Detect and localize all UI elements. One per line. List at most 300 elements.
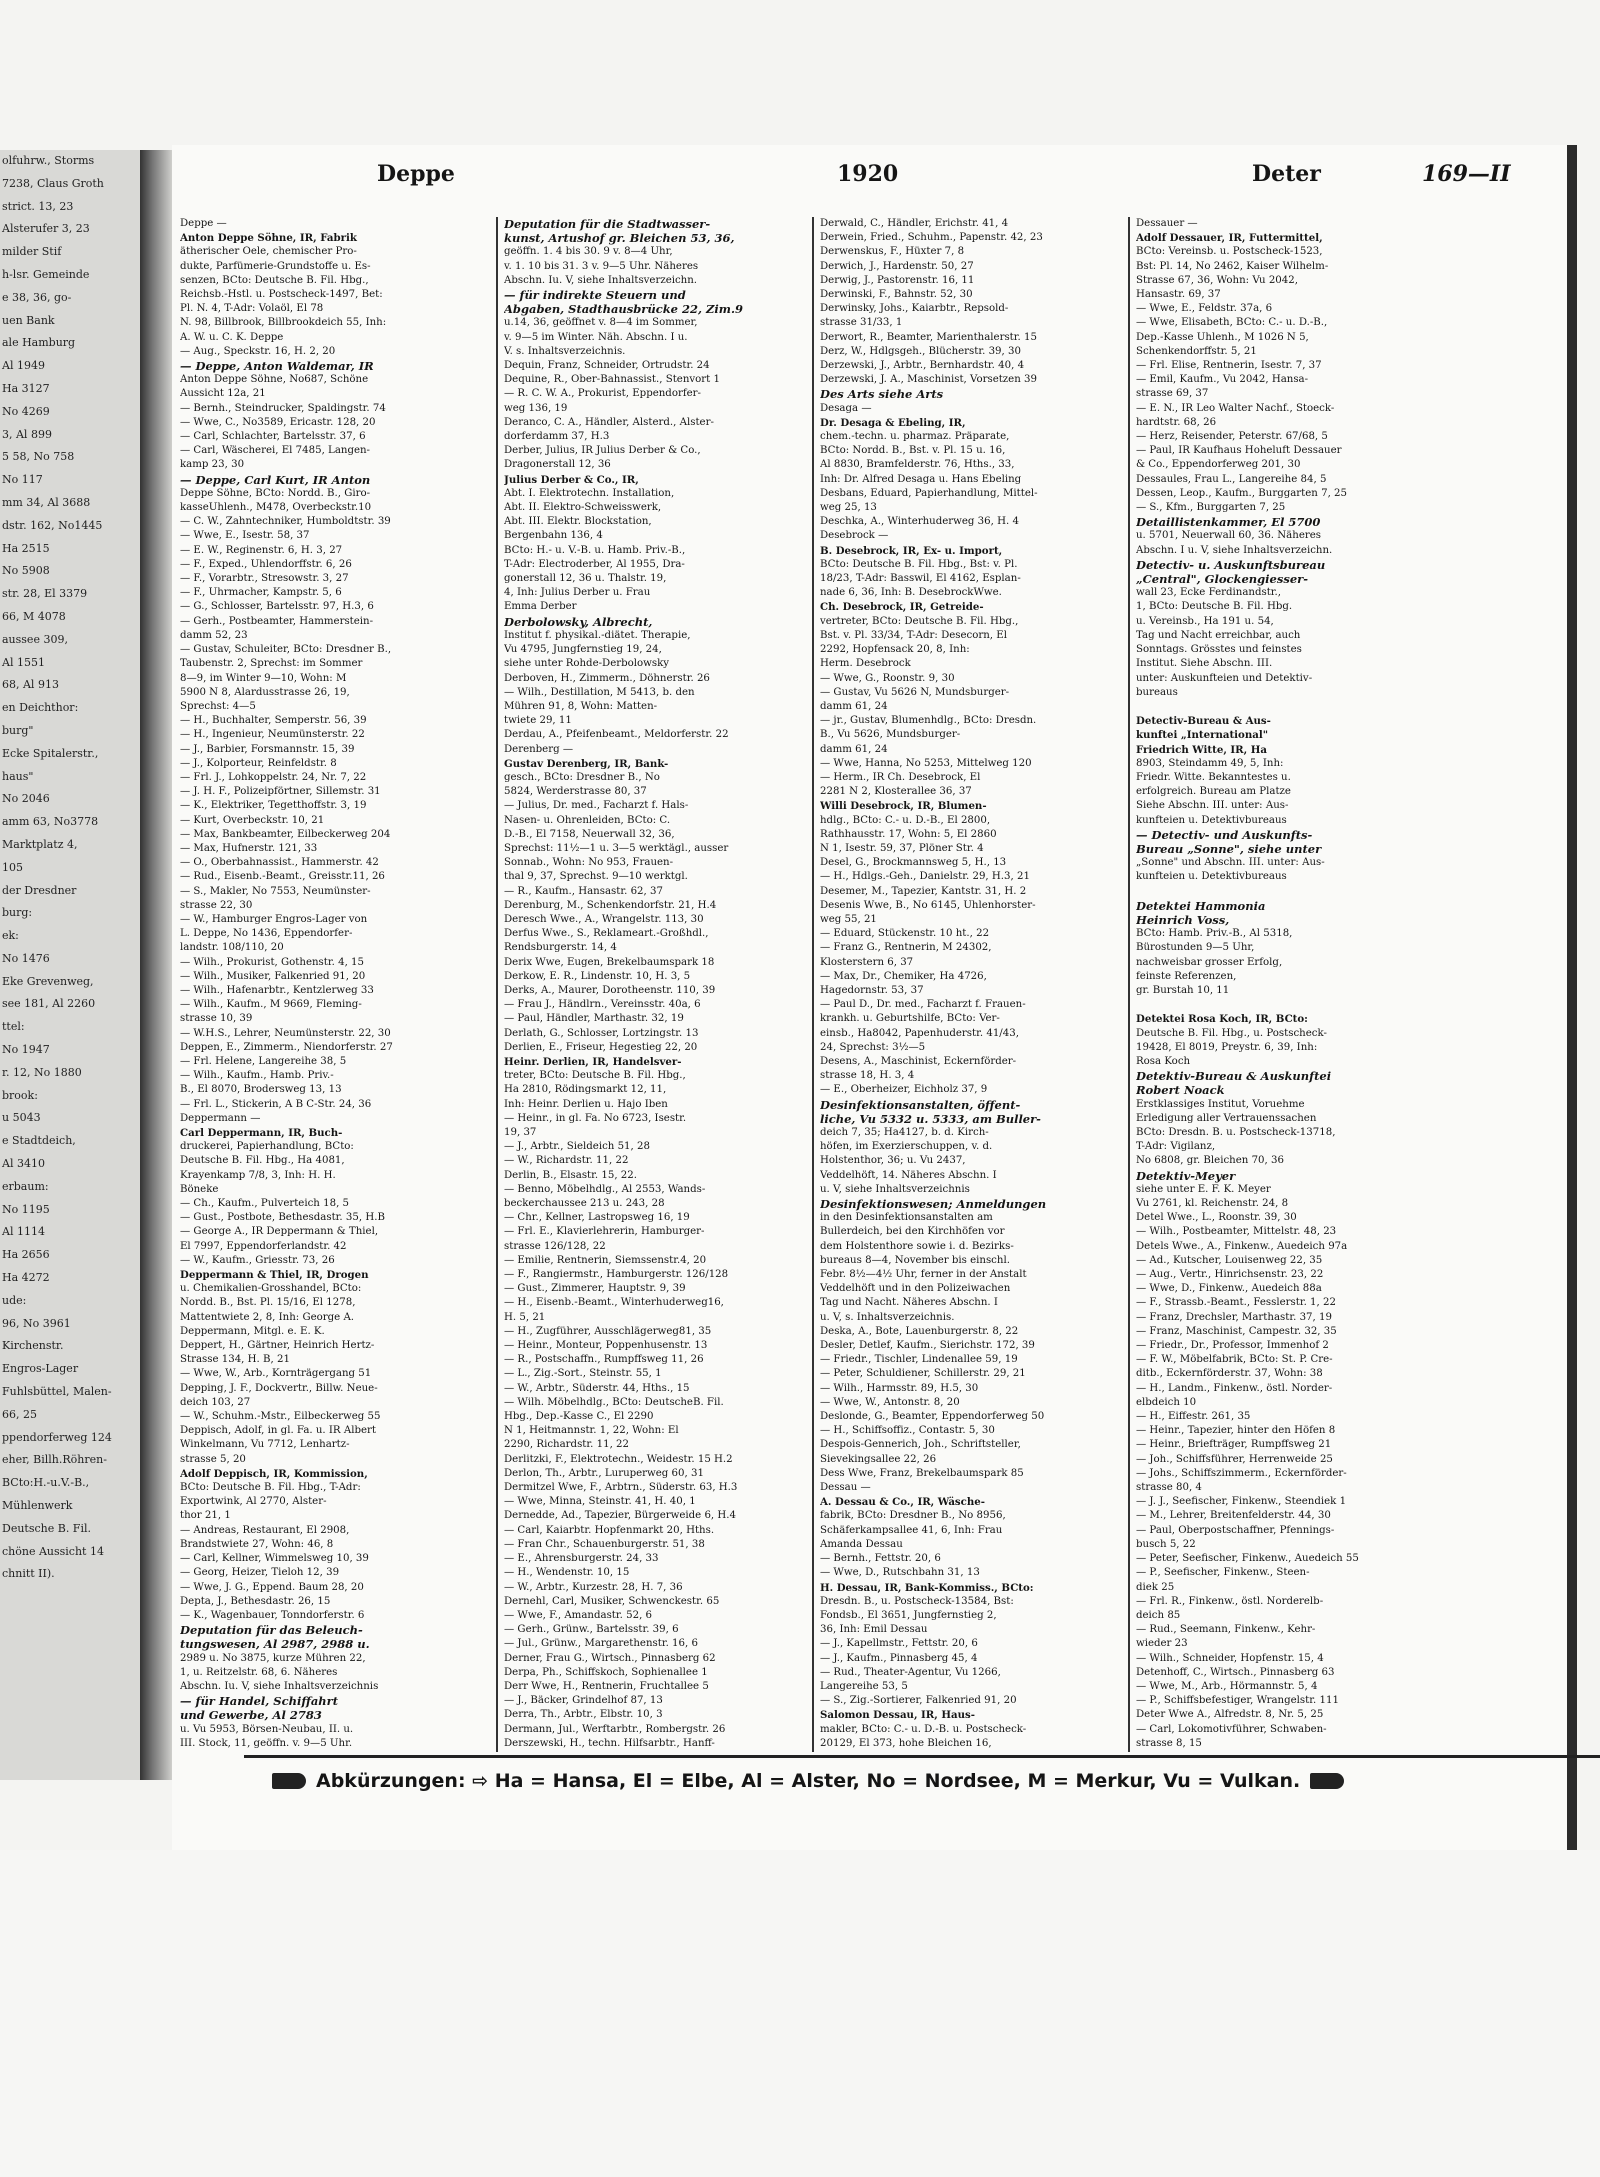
directory-entry-line: — Wilh., Destillation, M 5413, b. den — [504, 686, 695, 698]
directory-entry-line: — W., Kaufm., Griesstr. 73, 26 — [180, 1254, 335, 1266]
directory-entry-line: — P., Seefischer, Finkenw., Steen- — [1136, 1567, 1310, 1579]
directory-entry-line: Sonntags. Grösstes und feinstes — [1136, 644, 1302, 656]
directory-entry-line: strasse 126/128, 22 — [504, 1240, 606, 1252]
directory-entry-line: B. Desebrock, IR, Ex- u. Import, — [820, 544, 1003, 557]
directory-entry-line: liche, Vu 5332 u. 5333, am Buller- — [820, 1111, 1041, 1126]
directory-entry-line: — Wwe, E., Isestr. 58, 37 — [180, 530, 310, 542]
directory-entry-line: Derwein, Fried., Schuhm., Papenstr. 42, 23 — [820, 232, 1043, 244]
directory-entry-line: krankh. u. Geburtshilfe, BCto: Ver- — [820, 1013, 1000, 1025]
directory-entry-line: — Wwe, D., Finkenw., Auedeich 88a — [1136, 1283, 1322, 1295]
directory-entry-line: Deppisch, Adolf, in gl. Fa. u. IR Albert — [180, 1425, 376, 1437]
left-page-line: ttel: — [2, 1020, 25, 1034]
left-page-line: see 181, Al 2260 — [2, 997, 96, 1011]
directory-entry-line: Nordd. B., Bst. Pl. 15/16, El 1278, — [180, 1297, 356, 1309]
directory-entry-line: D.-B., El 7158, Neuerwall 32, 36, — [504, 828, 675, 840]
column-divider — [1128, 217, 1130, 1752]
pointing-hand-icon — [272, 1773, 306, 1789]
left-page-line: der Dresdner — [2, 883, 77, 897]
directory-entry-line: Tag und Nacht erreichbar, auch — [1136, 629, 1301, 641]
directory-entry-line: — Max, Hufnerstr. 121, 33 — [180, 842, 318, 854]
directory-entry-line: Hbg., Dep.-Kasse C., El 2290 — [504, 1411, 654, 1423]
directory-entry-line: — Frl. R., Finkenw., östl. Norderelb- — [1136, 1595, 1324, 1607]
directory-entry-line: — R. C. W. A., Prokurist, Eppendorfer- — [504, 388, 701, 400]
directory-entry-line: — W., Schuhm.-Mstr., Eilbeckerweg 55 — [180, 1411, 381, 1423]
left-page-line: No 117 — [2, 473, 43, 487]
left-page-line: Kirchenstr. — [2, 1339, 64, 1353]
directory-entry-line: Deppe — — [180, 218, 227, 229]
directory-entry-line: Reichsb.-Hstl. u. Postscheck-1497, Bet: — [180, 289, 383, 301]
directory-entry-line: Winkelmann, Vu 7712, Lenhartz- — [180, 1439, 350, 1451]
directory-entry-line: nade 6, 36, Inh: B. DesebrockWwe. — [820, 587, 1002, 599]
directory-entry-line: Mattentwiete 2, 8, Inh: George A. — [180, 1311, 355, 1323]
directory-entry-line: Dessen, Leop., Kaufm., Burggarten 7, 25 — [1136, 487, 1348, 499]
directory-entry-line: Derber, Julius, IR Julius Derber & Co., — [504, 445, 701, 457]
directory-entry-line: 8—9, im Winter 9—10, Wohn: M — [180, 672, 347, 684]
directory-entry-line: einsb., Ha8042, Papenhuderstr. 41/43, — [820, 1027, 1019, 1039]
directory-entry-line: ätherischer Oele, chemischer Pro- — [180, 246, 357, 258]
directory-entry-line: Derszewski, H., techn. Hilfsarbtr., Hanff- — [504, 1737, 715, 1749]
directory-entry-line: — Frau J., Händlrn., Vereinsstr. 40a, 6 — [504, 999, 701, 1011]
directory-entry-line: — J., Bäcker, Grindelhof 87, 13 — [504, 1695, 663, 1707]
directory-entry-line: — H., Wendenstr. 10, 15 — [504, 1567, 630, 1579]
directory-entry-line: Dequine, R., Ober-Bahnassist., Stenvort 1 — [504, 374, 720, 386]
directory-entry-line: hdlg., BCto: C.- u. D.-B., El 2800, — [820, 814, 991, 826]
directory-entry-line: BCto: Deutsche B. Fil. Hbg., Bst: v. Pl. — [820, 558, 1018, 570]
directory-entry-line: und Gewerbe, Al 2783 — [180, 1708, 322, 1723]
directory-entry-line: & Co., Eppendorferweg 201, 30 — [1136, 459, 1301, 471]
directory-entry-line: geöffn. 1. 4 bis 30. 9 v. 8—4 Uhr, — [504, 246, 673, 258]
directory-entry-line: N 1, Heitmannstr. 1, 22, Wohn: El — [504, 1425, 679, 1437]
left-page-line: Ha 4272 — [2, 1271, 50, 1285]
directory-entry-line: Derr Wwe, H., Rentnerin, Fruchtallee 5 — [504, 1680, 709, 1692]
directory-entry-line: Abt. I. Elektrotechn. Installation, — [504, 487, 675, 499]
directory-entry-line: Dess Wwe, Franz, Brekelbaumspark 85 — [820, 1467, 1024, 1479]
directory-entry-line: Dequin, Franz, Schneider, Ortrudstr. 24 — [504, 360, 710, 372]
directory-entry-line: H. Dessau, IR, Bank-Kommiss., BCto: — [820, 1581, 1034, 1594]
directory-entry-line: — Wwe, G., Roonstr. 9, 30 — [820, 672, 955, 684]
directory-entry-line: Friedr. Witte. Bekanntestes u. — [1136, 771, 1291, 783]
left-page-line: chöne Aussicht 14 — [2, 1544, 104, 1558]
directory-entry-line: Holstenthor, 36; u. Vu 2437, — [820, 1155, 966, 1167]
directory-entry-line: — Friedr., Dr., Professor, Immenhof 2 — [1136, 1340, 1329, 1352]
directory-entry-line: makler, BCto: C.- u. D.-B. u. Postscheck- — [820, 1723, 1027, 1735]
directory-entry-line: — Paul, Oberpostschaffner, Pfennings- — [1136, 1524, 1335, 1536]
directory-entry-line: unter: Auskunfteien und Detektiv- — [1136, 672, 1313, 684]
directory-entry-line: — Benno, Möbelhdlg., Al 2553, Wands- — [504, 1183, 706, 1195]
directory-entry-line: Detectiv-Bureau & Aus- — [1136, 715, 1271, 728]
directory-entry-line: Desbans, Eduard, Papierhandlung, Mittel- — [820, 487, 1038, 499]
directory-entry-line: Ch. Desebrock, IR, Getreide- — [820, 601, 984, 614]
left-page-line: str. 28, El 3379 — [2, 587, 88, 601]
directory-entry-line: Deppen, E., Zimmerm., Niendorferstr. 27 — [180, 1041, 393, 1053]
left-page-line: Fuhlsbüttel, Malen- — [2, 1385, 112, 1399]
directory-entry-line: busch 5, 22 — [1136, 1538, 1196, 1550]
directory-entry-line — [180, 1751, 490, 1752]
directory-entry-line: Vu 4795, Jungfernstieg 19, 24, — [504, 644, 662, 656]
directory-entry-line — [504, 1751, 806, 1752]
directory-entry-line: „Sonne" und Abschn. III. unter: Aus- — [1136, 857, 1325, 869]
directory-entry-line: BCto: Hamb. Priv.-B., Al 5318, — [1136, 928, 1293, 940]
directory-entry-line: Abgaben, Stadthausbrücke 22, Zim.9 — [504, 302, 743, 317]
directory-entry-line: — E. N., IR Leo Walter Nachf., Stoeck- — [1136, 402, 1335, 414]
directory-entry-line: — Rud., Theater-Agentur, Vu 1266, — [820, 1666, 1001, 1678]
directory-entry-line: Böneke — [180, 1183, 219, 1195]
directory-entry-line: Mühren 91, 8, Wohn: Matten- — [504, 700, 658, 712]
directory-entry-line: — S., Makler, No 7553, Neumünster- — [180, 885, 371, 897]
directory-entry-line: — H., Eisenb.-Beamt., Winterhuderweg16, — [504, 1297, 724, 1309]
directory-entry-line: 1, u. Reitzelstr. 68, 6. Näheres — [180, 1666, 338, 1678]
directory-entry-line: Dep.-Kasse Uhlenh., M 1026 N 5, — [1136, 331, 1309, 343]
directory-entry-line: Derzewski, J. A., Maschinist, Vorsetzen 39 — [820, 374, 1037, 386]
directory-entry-line: Abt. III. Elektr. Blockstation, — [504, 516, 652, 528]
left-page-line: 96, No 3961 — [2, 1316, 71, 1330]
directory-entry-line: Deppe Söhne, BCto: Nordd. B., Giro- — [180, 487, 371, 499]
directory-entry-line: u. Vereinsb., Ha 191 u. 54, — [1136, 615, 1274, 627]
left-page-line: 66, 25 — [2, 1407, 37, 1421]
directory-entry-line: Detektei Rosa Koch, IR, BCto: — [1136, 1013, 1308, 1026]
directory-entry-line: Derenburg, M., Schenkendorfstr. 21, H.4 — [504, 899, 717, 911]
directory-entry-line: — Carl, Schlachter, Bartelsstr. 37, 6 — [180, 431, 366, 443]
directory-entry-line: Langereihe 53, 5 — [820, 1680, 908, 1692]
directory-entry-line: Bst. v. Pl. 33/34, T-Adr: Desecorn, El — [820, 629, 1007, 641]
directory-entry-line: Ha 2810, Rödingsmarkt 12, 11, — [504, 1084, 667, 1096]
directory-entry-line: Tag und Nacht. Näheres Abschn. I — [820, 1297, 998, 1309]
directory-entry-line: — C. W., Zahntechniker, Humboldtstr. 39 — [180, 516, 391, 528]
left-page-line: Al 3410 — [2, 1157, 45, 1171]
directory-entry-line: H. 5, 21 — [504, 1311, 546, 1323]
directory-entry-line: — F., Strassb.-Beamt., Fesslerstr. 1, 22 — [1136, 1297, 1336, 1309]
directory-entry-line: beckerchaussee 213 u. 243, 28 — [504, 1198, 665, 1210]
directory-entry-line: — E., Ahrensburgerstr. 24, 33 — [504, 1553, 659, 1565]
column-4 — [1136, 217, 1446, 1752]
directory-entry-line: Inh: Heinr. Derlien u. Hajo Iben — [504, 1098, 668, 1110]
left-page-line: 105 — [2, 860, 23, 874]
directory-entry-line: gesch., BCto: Dresdner B., No — [504, 771, 660, 783]
directory-entry-line: u. 5701, Neuerwall 60, 36. Näheres — [1136, 530, 1321, 542]
directory-entry-line: — Carl, Lokomotivführer, Schwaben- — [1136, 1723, 1327, 1735]
directory-entry-line: kamp 23, 30 — [180, 459, 245, 471]
left-page-line: 3, Al 899 — [2, 427, 52, 441]
directory-entry-line: Detel Wwe., L., Roonstr. 39, 30 — [1136, 1212, 1297, 1224]
directory-entry-line: Institut f. physikal.-diätet. Therapie, — [504, 629, 691, 641]
directory-entry-line: 5900 N 8, Alardusstrasse 26, 19, — [180, 686, 350, 698]
directory-entry-line: — jr., Gustav, Blumenhdlg., BCto: Dresdn. — [820, 715, 1037, 727]
directory-entry-line: Dresdn. B., u. Postscheck-13584, Bst: — [820, 1595, 1014, 1607]
left-page-line: dstr. 162, No1445 — [2, 518, 103, 532]
left-page-line: ppendorferweg 124 — [2, 1430, 112, 1444]
directory-entry-line: strasse 5, 20 — [180, 1453, 246, 1465]
directory-entry-line: BCto: Deutsche B. Fil. Hbg., T-Adr: — [180, 1482, 361, 1494]
left-page-fragment — [0, 150, 144, 1780]
directory-entry-line: weg 25, 13 — [820, 502, 877, 514]
directory-entry-line: Desemer, M., Tapezier, Kantstr. 31, H. 2 — [820, 885, 1027, 897]
directory-entry-line: — Gust., Postbote, Bethesdastr. 35, H.B — [180, 1212, 385, 1224]
directory-entry-line: Detektiv-Bureau & Auskunftei — [1136, 1069, 1332, 1084]
directory-entry-line: u. Chemikalien-Grosshandel, BCto: — [180, 1283, 362, 1295]
directory-entry-line: Inh: Dr. Alfred Desaga u. Hans Ebeling — [820, 473, 1022, 485]
left-page-line: brook: — [2, 1088, 38, 1102]
directory-entry-line: — Gerh., Grünw., Bartelsstr. 39, 6 — [504, 1624, 679, 1636]
directory-entry-line: — Wilh., Musiker, Falkenried 91, 20 — [180, 970, 366, 982]
directory-entry-line: Hagedornstr. 53, 37 — [820, 984, 924, 996]
left-page-line: Al 1551 — [2, 655, 45, 669]
directory-entry-line: Deschka, A., Winterhuderweg 36, H. 4 — [820, 516, 1019, 528]
directory-entry-line: Depping, J. F., Dockvertr., Billw. Neue- — [180, 1382, 378, 1394]
directory-entry-line: — Gerh., Postbeamter, Hammerstein- — [180, 615, 374, 627]
directory-entry-line: Dermann, Jul., Werftarbtr., Rombergstr. 26 — [504, 1723, 726, 1735]
directory-entry-line: — Frl. Helene, Langereihe 38, 5 — [180, 1055, 347, 1067]
directory-entry-line: Derbolowsky, Albrecht, — [504, 614, 653, 629]
directory-entry-line: — F., Rangiermstr., Hamburgerstr. 126/128 — [504, 1269, 729, 1281]
directory-entry-line: Al 8830, Bramfelderstr. 76, Hths., 33, — [820, 459, 1015, 471]
directory-entry-line: — Wwe, F., Amandastr. 52, 6 — [504, 1609, 653, 1621]
directory-entry-line: deich 103, 27 — [180, 1396, 251, 1408]
left-page-line: erbaum: — [2, 1179, 49, 1193]
directory-entry-line: kunst, Artushof gr. Bleichen 53, 36, — [504, 231, 735, 246]
directory-entry-line: — Rud., Eisenb.-Beamt., Greisstr.11, 26 — [180, 871, 385, 883]
left-page-line: Deutsche B. Fil. — [2, 1521, 91, 1535]
directory-entry-line: elbdeich 10 — [1136, 1396, 1197, 1408]
directory-entry-line: — Emil, Kaufm., Vu 2042, Hansa- — [1136, 374, 1309, 386]
directory-entry-line: A. W. u. C. K. Deppe — [180, 331, 284, 343]
directory-entry-line: — H., Eiffestr. 261, 35 — [1136, 1411, 1251, 1423]
footer-rule — [244, 1755, 1600, 1758]
directory-entry-line: Derzewski, J., Arbtr., Bernhardstr. 40, 4 — [820, 360, 1025, 372]
left-page-line: Ecke Spitalerstr., — [2, 746, 99, 760]
directory-entry-line: wall 23, Ecke Ferdinandstr., — [1136, 587, 1282, 599]
left-page-line: ek: — [2, 929, 19, 943]
directory-entry-line: Dessaules, Frau L., Langereihe 84, 5 — [1136, 473, 1327, 485]
directory-entry-line: Derwenskus, F., Hüxter 7, 8 — [820, 246, 965, 258]
directory-entry-line: v. 9—5 im Winter. Näh. Abschn. I u. — [504, 331, 688, 343]
directory-entry-line: Adolf Deppisch, IR, Kommission, — [180, 1467, 368, 1480]
directory-entry-line: nachweisbar grosser Erfolg, — [1136, 956, 1283, 968]
directory-entry-line: Erledigung aller Vertrauenssachen — [1136, 1112, 1317, 1124]
directory-entry-line: — Joh., Schiffsführer, Herrenweide 25 — [1136, 1453, 1333, 1465]
directory-entry-line: — J. J., Seefischer, Finkenw., Steendiek 1 — [1136, 1496, 1347, 1508]
directory-entry-line: Rendsburgerstr. 14, 4 — [504, 942, 617, 954]
directory-entry-line: — Heinr., Tapezier, hinter den Höfen 8 — [1136, 1425, 1336, 1437]
left-page-line: burg" — [2, 723, 34, 737]
directory-entry-line: — Carl, Kaiarbtr. Hopfenmarkt 20, Hths. — [504, 1524, 715, 1536]
directory-entry-line: — Wilh., Schneider, Hopfenstr. 15, 4 — [1136, 1652, 1324, 1664]
left-page-line: Eke Grevenweg, — [2, 974, 94, 988]
left-page-line: e 38, 36, go- — [2, 290, 72, 304]
directory-entry-line: — Deppe, Anton Waldemar, IR — [180, 359, 374, 374]
directory-entry-line: 19428, El 8019, Preystr. 6, 39, Inh: — [1136, 1041, 1318, 1053]
left-page-line: Engros-Lager — [2, 1362, 79, 1376]
directory-entry-line: Dr. Desaga & Ebeling, IR, — [820, 416, 966, 429]
left-page-line: en Deichthor: — [2, 701, 79, 715]
column-divider — [496, 217, 498, 1752]
directory-entry-line: fabrik, BCto: Dresdner B., No 8956, — [820, 1510, 1006, 1522]
directory-entry-line: Dragonerstall 12, 36 — [504, 459, 611, 471]
directory-entry-line: v. 1. 10 bis 31. 3 v. 9—5 Uhr. Näheres — [504, 260, 699, 272]
directory-entry-line: Sprechst: 11½—1 u. 3—5 werktägl., ausser — [504, 842, 729, 854]
left-page-line: olfuhrw., Storms — [2, 154, 95, 167]
directory-entry-line: Dessau — — [820, 1482, 871, 1494]
directory-entry-line: 20129, El 373, hohe Bleichen 16, — [820, 1737, 992, 1749]
directory-entry-line: — Max, Dr., Chemiker, Ha 4726, — [820, 970, 987, 982]
directory-page — [172, 145, 1577, 1850]
directory-entry-line: — Peter, Schuldiener, Schillerstr. 29, 21 — [820, 1368, 1026, 1380]
left-page-line: eher, Billh.Röhren- — [2, 1453, 107, 1467]
left-page-line: uen Bank — [2, 313, 55, 327]
directory-entry-line: Exportwink, Al 2770, Alster- — [180, 1496, 327, 1508]
directory-entry-line: Detektei Hammonia — [1136, 898, 1266, 913]
left-page-line: No 1476 — [2, 951, 50, 965]
directory-entry-line: Detenhoff, C., Wirtsch., Pinnasberg 63 — [1136, 1666, 1335, 1678]
directory-entry-line: Dessauer — — [1136, 218, 1198, 229]
directory-entry-line: Deutsche B. Fil. Hbg., u. Postscheck- — [1136, 1027, 1327, 1039]
directory-entry-line: — F., Uhrmacher, Kampstr. 5, 6 — [180, 587, 342, 599]
left-page-line: No 5908 — [2, 564, 50, 578]
directory-entry-line: Deppert, H., Gärtner, Heinrich Hertz- — [180, 1340, 375, 1352]
directory-entry-line: — F. W., Möbelfabrik, BCto: St. P. Cre- — [1136, 1354, 1333, 1366]
directory-entry-line: strasse 10, 39 — [180, 1013, 253, 1025]
directory-entry-line: — George A., IR Deppermann & Thiel, — [180, 1226, 379, 1238]
directory-entry-line: — Wilh. Möbelhdlg., BCto: DeutscheB. Fil. — [504, 1396, 724, 1408]
directory-entry-line: gonerstall 12, 36 u. Thalstr. 19, — [504, 573, 667, 585]
directory-entry-line — [1136, 885, 1446, 899]
directory-entry-line: No 6808, gr. Bleichen 70, 36 — [1136, 1155, 1284, 1167]
directory-entry-line: — Wwe, W., Arb., Kornträgergang 51 — [180, 1368, 372, 1380]
directory-entry-line: Deputation für das Beleuch- — [180, 1623, 363, 1638]
directory-entry-line: Bst: Pl. 14, No 2462, Kaiser Wilhelm- — [1136, 260, 1329, 272]
directory-entry-line: kunftei „International" — [1136, 729, 1269, 742]
directory-entry-line: Detaillistenkammer, El 5700 — [1136, 515, 1321, 530]
directory-entry-line: — Wilh., Prokurist, Gothenstr. 4, 15 — [180, 956, 365, 968]
directory-entry-line: 8903, Steindamm 49, 5, Inh: — [1136, 757, 1284, 769]
directory-entry-line: Derra, Th., Arbtr., Elbstr. 10, 3 — [504, 1709, 663, 1721]
directory-entry-line: Abschn. I u. V, siehe Inhaltsverzeichn. — [1136, 544, 1333, 556]
directory-entry-line: Derwort, R., Beamter, Marienthalerstr. 15 — [820, 331, 1037, 343]
directory-entry-line: — Ch., Kaufm., Pulverteich 18, 5 — [180, 1198, 350, 1210]
pointing-hand-icon — [1310, 1773, 1344, 1789]
directory-entry-line: Deska, A., Bote, Lauenburgerstr. 8, 22 — [820, 1325, 1019, 1337]
page-number: 169—II — [1422, 161, 1511, 187]
directory-entry-line: — Georg, Heizer, Tieloh 12, 39 — [180, 1567, 340, 1579]
directory-entry-line: in den Desinfektionsanstalten am — [820, 1212, 993, 1224]
abbreviations-text: Abkürzungen: ⇨ Ha = Hansa, El = Elbe, Al = Alster, No = Nordsee, M = Merkur, Vu = Vulkan. — [316, 1770, 1301, 1792]
directory-entry-line: — Frl. Elise, Rentnerin, Isestr. 7, 37 — [1136, 360, 1322, 372]
directory-entry-line: weg 55, 21 — [820, 913, 877, 925]
directory-entry-line: — W., Arbtr., Kurzestr. 28, H. 7, 36 — [504, 1581, 683, 1593]
directory-entry-line: Bureau „Sonne", siehe unter — [1136, 841, 1322, 856]
directory-entry-line: Brandstwiete 27, Wohn: 46, 8 — [180, 1538, 334, 1550]
directory-entry-line: Institut. Siehe Abschn. III. — [1136, 658, 1273, 670]
directory-entry-line: Sievekingsallee 22, 26 — [820, 1453, 937, 1465]
book-gutter — [140, 150, 172, 1780]
directory-entry-line: Desenis Wwe, B., No 6145, Uhlenhorster- — [820, 899, 1036, 911]
directory-entry-line: Krayenkamp 7/8, 3, Inh: H. H. — [180, 1169, 336, 1181]
directory-entry-line: erfolgreich. Bureau am Platze — [1136, 786, 1291, 798]
header-right-keyword: Deter — [1252, 161, 1321, 187]
directory-entry-line: L. Deppe, No 1436, Eppendorfer- — [180, 928, 353, 940]
directory-entry-line: Derlien, E., Friseur, Hegestieg 22, 20 — [504, 1041, 698, 1053]
directory-entry-line: Deppermann — — [180, 1112, 261, 1124]
directory-entry-line: — Wwe, M., Arb., Hörmannstr. 5, 4 — [1136, 1680, 1318, 1692]
left-page-line: mm 34, Al 3688 — [2, 495, 91, 509]
directory-entry-line: Emma Derber — [504, 601, 577, 613]
directory-entry-line: damm 61, 24 — [820, 743, 888, 755]
left-page-line: haus" — [2, 769, 34, 783]
directory-entry-line: twiete 29, 11 — [504, 715, 572, 727]
directory-entry-line: — Wwe, D., Rutschbahn 31, 13 — [820, 1567, 980, 1579]
directory-entry-line: B., Vu 5626, Mundsburger- — [820, 729, 961, 741]
directory-entry-line: wieder 23 — [1136, 1638, 1188, 1650]
directory-entry-line: — J., Arbtr., Sieldeich 51, 28 — [504, 1141, 650, 1153]
directory-entry-line: 18/23, T-Adr: Basswil, El 4162, Esplan- — [820, 573, 1021, 585]
directory-entry-line: strasse 31/33, 1 — [820, 317, 903, 329]
directory-entry-line: Deppermann & Thiel, IR, Drogen — [180, 1269, 369, 1282]
directory-entry-line: — W., Arbtr., Süderstr. 44, Hths., 15 — [504, 1382, 690, 1394]
directory-entry-line: — F., Vorarbtr., Stresowstr. 3, 27 — [180, 573, 349, 585]
directory-entry-line: — Wilh., Kaufm., M 9669, Fleming- — [180, 999, 362, 1011]
directory-entry-line: — Paul, IR Kaufhaus Hoheluft Dessauer — [1136, 445, 1342, 457]
directory-entry-line: tungswesen, Al 2987, 2988 u. — [180, 1637, 370, 1652]
directory-entry-line: gr. Burstah 10, 11 — [1136, 984, 1230, 996]
directory-entry-line: Deputation für die Stadtwasser- — [504, 217, 711, 231]
left-page-line: 66, M 4078 — [2, 609, 66, 623]
directory-entry-line: kunfteien u. Detektivbureaus — [1136, 871, 1287, 883]
left-page-line: strict. 13, 23 — [2, 199, 74, 213]
directory-entry-line: Gustav Derenberg, IR, Bank- — [504, 757, 669, 770]
directory-entry-line: Schenkendorffstr. 5, 21 — [1136, 345, 1257, 357]
directory-entry-line: — Wwe, Elisabeth, BCto: C.- u. D.-B., — [1136, 317, 1328, 329]
directory-entry-line: Derboven, H., Zimmerm., Döhnerstr. 26 — [504, 672, 710, 684]
directory-entry-line: 2989 u. No 3875, kurze Mühren 22, — [180, 1652, 366, 1664]
directory-entry-line: — Frl. L., Stickerin, A B C-Str. 24, 36 — [180, 1098, 372, 1110]
directory-entry-line: Desler, Detlef, Kaufm., Sierichstr. 172, 39 — [820, 1340, 1035, 1352]
directory-entry-line: Anton Deppe Söhne, IR, Fabrik — [180, 232, 357, 245]
directory-entry-line: 19, 37 — [504, 1127, 537, 1138]
directory-entry-line: u. V, s. Inhaltsverzeichnis. — [820, 1311, 955, 1323]
directory-entry-line: Bergenbahn 136, 4 — [504, 530, 603, 542]
column-3 — [820, 217, 1122, 1752]
directory-entry-line: T-Adr: Electroderber, Al 1955, Dra- — [504, 558, 685, 570]
directory-entry-line: Julius Derber & Co., IR, — [504, 473, 639, 486]
directory-entry-line: — Gustav, Vu 5626 N, Mundsburger- — [820, 686, 1010, 698]
directory-entry-line: Derwig, J., Pastorenstr. 16, 11 — [820, 274, 975, 286]
directory-entry-line: — H., Zugführer, Ausschlägerweg81, 35 — [504, 1325, 712, 1337]
directory-entry-line: Heinrich Voss, — [1136, 912, 1230, 927]
directory-entry-line: — S., Zig.-Sortierer, Falkenried 91, 20 — [820, 1695, 1017, 1707]
directory-entry-line: bureaus — [1136, 686, 1178, 698]
directory-entry-line: Desaga — — [820, 402, 872, 414]
directory-entry-line: Sprechst: 4—5 — [180, 700, 256, 712]
directory-entry-line: — Wwe, Hanna, No 5253, Mittelweg 120 — [820, 757, 1032, 769]
directory-entry-line: druckerei, Papierhandlung, BCto: — [180, 1141, 354, 1153]
directory-entry-line: strasse 18, H. 3, 4 — [820, 1070, 915, 1082]
directory-entry-line: — Julius, Dr. med., Facharzt f. Hals- — [504, 800, 689, 812]
directory-entry-line: Despois-Gennerich, Joh., Schriftsteller, — [820, 1439, 1021, 1451]
directory-entry-line: Derwald, C., Händler, Erichstr. 41, 4 — [820, 218, 1009, 229]
directory-entry-line: Derenberg — — [504, 743, 574, 755]
directory-entry-line: B., El 8070, Brodersweg 13, 13 — [180, 1084, 342, 1096]
directory-entry-line: — G., Schlosser, Bartelsstr. 97, H.3, 6 — [180, 601, 374, 613]
directory-entry-line: III. Stock, 11, geöffn. v. 9—5 Uhr. — [180, 1737, 353, 1749]
directory-entry-line: — Wwe, E., Feldstr. 37a, 6 — [1136, 303, 1273, 315]
directory-entry-line: — Wilh., Harmsstr. 89, H.5, 30 — [820, 1382, 979, 1394]
directory-entry-line: Desel, G., Brockmannsweg 5, H., 13 — [820, 857, 1007, 869]
left-page-line: ale Hamburg — [2, 336, 76, 350]
scan-background — [0, 1850, 1600, 2177]
directory-entry-line: Bürostunden 9—5 Uhr, — [1136, 942, 1255, 954]
directory-entry-line: — Aug., Speckstr. 16, H. 2, 20 — [180, 345, 336, 357]
left-page-line: h-lsr. Gemeinde — [2, 267, 90, 281]
directory-entry-line: Deter Wwe A., Alfredstr. 8, Nr. 5, 25 — [1136, 1709, 1324, 1721]
